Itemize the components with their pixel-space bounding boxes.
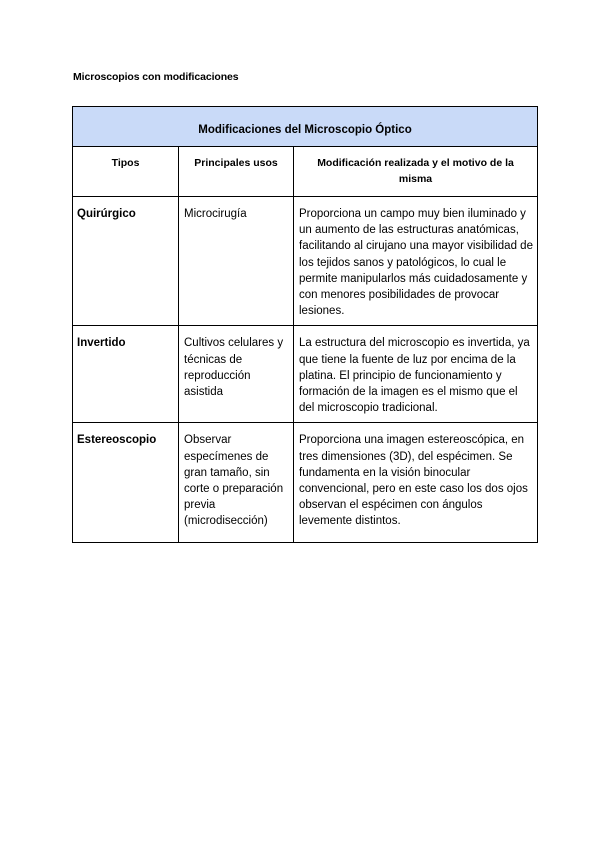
cell-modification [294, 423, 538, 543]
header-modificacion-text: Modificación realizada y el motivo de la misma [317, 157, 514, 185]
cell-uses-text: Cultivos celulares y técnicas de reproducción asistida [184, 337, 284, 399]
table-row [73, 423, 538, 543]
cell-uses [179, 326, 294, 423]
cell-uses [179, 423, 294, 543]
cell-type-text: Estereoscopio [77, 434, 157, 447]
table-caption-text: Modificaciones del Microscopio Óptico [198, 123, 412, 136]
cell-uses-text: Microcirugía [184, 208, 247, 220]
cell-type-text: Quirúrgico [77, 208, 136, 220]
table-row [73, 326, 538, 423]
document-heading: Microscopios con modificaciones [73, 71, 239, 83]
header-tipos-text: Tipos [111, 157, 140, 169]
table-caption-row [73, 107, 538, 147]
modifications-table [72, 106, 538, 543]
header-tipos [73, 147, 179, 197]
table-caption [73, 107, 538, 147]
cell-modification-text: Proporciona un campo muy bien iluminado y un aumento de las estructuras anatómicas, facilitando al cirujano una mayor visibilidad de los tejidos sanos y patológicos, lo cual le permite manipularlos más cuidadosamente y con menores posibilidades de provocar lesiones. [299, 208, 533, 318]
cell-uses-text: Observar especímenes de gran tamaño, sin corte o preparación previa (microdisección) [184, 434, 284, 528]
cell-modification-text: La estructura del microscopio es invertida, ya que tiene la fuente de luz por encima de la platina. El principio de funcionamiento y formación de la imagen es el mismo que el del microscopio tradicional. [299, 337, 530, 415]
table-row [73, 197, 538, 326]
cell-modification [294, 197, 538, 326]
cell-modification [294, 326, 538, 423]
cell-type-text: Invertido [77, 337, 126, 350]
cell-type [73, 197, 179, 326]
cell-type [73, 326, 179, 423]
table-header-row [73, 147, 538, 197]
cell-uses [179, 197, 294, 326]
header-principales-usos [179, 147, 294, 197]
cell-type [73, 423, 179, 543]
header-modificacion [294, 147, 538, 197]
cell-modification-text: Proporciona una imagen estereoscópica, en tres dimensiones (3D), del espécimen. Se fundamenta en la visión binocular convencional, pero en este caso los dos ojos observan el espécimen con ángulos levemente distintos. [299, 434, 528, 528]
header-principales-usos-text: Principales usos [194, 157, 278, 169]
